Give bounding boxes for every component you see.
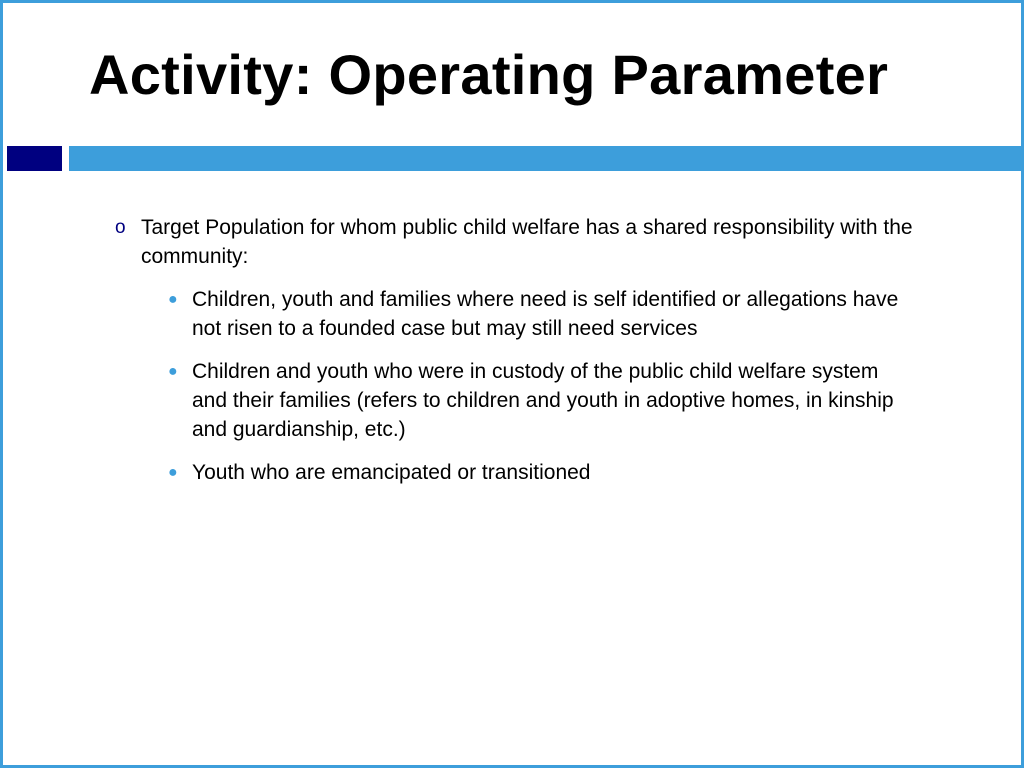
sub-bullet-item bbox=[115, 357, 915, 444]
sub-bullet-text: Children, youth and families where need is self identified or allegations have not risen to a founded case but may still need services bbox=[192, 288, 899, 340]
sub-bullet-list bbox=[115, 285, 915, 487]
sub-bullet-text: Youth who are emancipated or transitioned bbox=[192, 461, 591, 484]
title-accent-bar bbox=[69, 146, 1024, 171]
main-bullet-text: Target Population for whom public child welfare has a shared responsibility with the community: bbox=[141, 216, 913, 268]
slide-content bbox=[115, 213, 915, 501]
main-bullet-item bbox=[115, 213, 915, 271]
dot-bullet-icon: ● bbox=[168, 464, 178, 481]
sub-bullet-text: Children and youth who were in custody of the public child welfare system and their families (refers to children and youth in adoptive homes, in kinship and guardianship, etc.) bbox=[192, 360, 894, 441]
sub-bullet-item bbox=[115, 458, 915, 487]
slide-title: Activity: Operating Parameter bbox=[89, 43, 889, 106]
dot-bullet-icon: ● bbox=[168, 291, 178, 308]
dot-bullet-icon: ● bbox=[168, 363, 178, 380]
sub-bullet-item bbox=[115, 285, 915, 343]
title-accent-square bbox=[7, 146, 62, 171]
circle-outline-bullet-icon: o bbox=[115, 217, 126, 238]
